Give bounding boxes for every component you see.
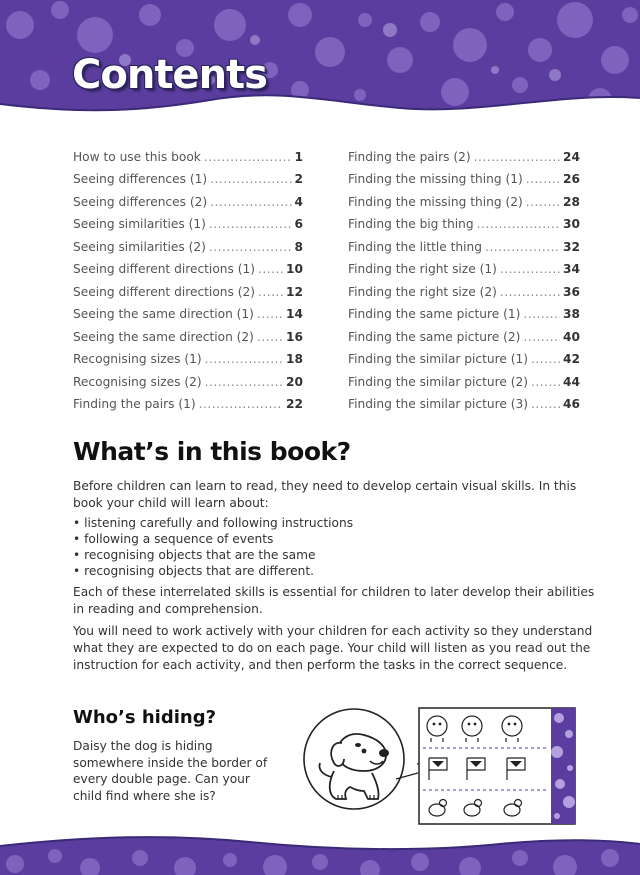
toc-entry-title: Finding the pairs (1)	[73, 397, 196, 411]
list-item: • recognising objects that are the same	[73, 547, 353, 563]
toc-entry-title: Finding the similar picture (2)	[348, 374, 529, 389]
toc-entry-title: Finding the similar picture (3)	[348, 397, 529, 411]
toc-entry	[73, 321, 303, 344]
toc-entry-title: Recognising sizes (2)	[73, 374, 202, 389]
toc-entry-page: 2	[294, 172, 303, 186]
toc-right-column	[348, 141, 580, 411]
toc-entry	[348, 186, 580, 209]
toc-left-column	[73, 141, 303, 411]
toc-entry-title: Seeing differences (2)	[73, 194, 208, 209]
toc-entry-title: Finding the similar picture (1)	[348, 352, 529, 366]
toc-entry	[348, 389, 580, 412]
toc-entry-page: 14	[286, 307, 303, 321]
toc-leader	[209, 217, 292, 231]
sample-page-illustration	[417, 706, 577, 826]
toc-entry-title: Seeing similarities (2)	[73, 239, 206, 254]
toc-entry	[73, 389, 303, 412]
skills-list	[73, 515, 353, 579]
toc-leader	[258, 262, 283, 276]
toc-entry	[348, 231, 580, 254]
toc-leader	[199, 397, 283, 411]
toc-entry-title: Finding the pairs (2)	[348, 149, 471, 164]
toc-entry	[348, 344, 580, 367]
toc-leader	[477, 217, 560, 231]
toc-entry-page: 30	[563, 217, 580, 231]
toc-entry-page: 28	[563, 194, 580, 209]
toc-entry	[348, 254, 580, 277]
toc-entry-page: 38	[563, 307, 580, 321]
toc-entry	[348, 321, 580, 344]
toc-leader	[526, 195, 560, 209]
toc-entry-page: 36	[563, 284, 580, 299]
toc-entry-title: Recognising sizes (1)	[73, 352, 202, 366]
list-item: • following a sequence of events	[73, 531, 353, 547]
toc-entry-title: Seeing the same direction (1)	[73, 307, 254, 321]
footer-banner	[0, 832, 640, 875]
intro-paragraph: Before children can learn to read, they need to develop certain visual skills. In this book your child will learn about:	[73, 479, 577, 510]
header-banner	[0, 0, 640, 135]
whats-in-heading: What’s in this book?	[73, 437, 351, 466]
toc-entry	[73, 186, 303, 209]
toc-entry-page: 12	[286, 284, 303, 299]
toc-leader	[474, 150, 560, 164]
toc-entry-title: Finding the right size (2)	[348, 284, 497, 299]
toc-entry-page: 32	[563, 239, 580, 254]
toc-entry-page: 22	[286, 397, 303, 411]
toc-leader	[204, 150, 292, 164]
toc-leader	[531, 375, 560, 389]
toc-entry-page: 26	[563, 172, 580, 186]
toc-entry	[73, 276, 303, 299]
toc-entry-page: 40	[563, 329, 580, 344]
toc-leader	[258, 285, 283, 299]
toc-entry-title: Finding the little thing	[348, 239, 483, 254]
toc-entry	[73, 299, 303, 322]
toc-leader	[205, 375, 283, 389]
toc-entry-title: Seeing the same direction (2)	[73, 329, 254, 344]
toc-leader	[531, 352, 560, 366]
toc-entry-page: 20	[286, 374, 303, 389]
toc-leader	[257, 330, 283, 344]
toc-entry-title: Finding the same picture (1)	[348, 307, 521, 321]
toc-entry	[73, 366, 303, 389]
toc-entry	[348, 141, 580, 164]
toc-leader	[210, 195, 291, 209]
toc-entry-page: 18	[286, 352, 303, 366]
toc-entry-title: Finding the big thing	[348, 217, 474, 231]
toc-entry	[73, 344, 303, 367]
toc-entry-title: How to use this book	[73, 149, 201, 164]
toc-entry-page: 1	[294, 149, 303, 164]
toc-leader	[500, 285, 560, 299]
toc-entry	[73, 254, 303, 277]
toc-entry	[348, 164, 580, 187]
toc-leader	[209, 240, 292, 254]
footer-background	[0, 832, 640, 875]
toc-entry	[73, 141, 303, 164]
toc-entry-page: 44	[563, 374, 580, 389]
toc-entry-title: Seeing similarities (1)	[73, 217, 206, 231]
list-item: • recognising objects that are different.	[73, 563, 353, 579]
toc-entry-title: Finding the same picture (2)	[348, 329, 521, 344]
toc-leader	[485, 240, 560, 254]
toc-entry-page: 24	[563, 149, 580, 164]
toc-entry-page: 10	[286, 262, 303, 276]
toc-entry-page: 6	[294, 217, 303, 231]
toc-entry	[348, 366, 580, 389]
whos-hiding-text: Daisy the dog is hiding somewhere inside the border of every double page. Can your child find where she is?	[73, 739, 268, 803]
whos-hiding-heading: Who’s hiding?	[73, 707, 217, 728]
toc-entry-title: Seeing different directions (1)	[73, 262, 255, 276]
toc-leader	[257, 307, 283, 321]
toc-entry-page: 8	[294, 239, 303, 254]
toc-entry-page: 46	[563, 397, 580, 411]
toc-entry-page: 42	[563, 352, 580, 366]
list-item: • listening carefully and following instructions	[73, 515, 353, 531]
toc-leader	[210, 172, 291, 186]
toc-entry-page: 16	[286, 329, 303, 344]
toc-entry	[348, 276, 580, 299]
toc-leader	[523, 330, 560, 344]
toc-entry-title: Finding the missing thing (1)	[348, 172, 523, 186]
toc-leader	[523, 307, 560, 321]
activity-paragraph: You will need to work actively with your children for each activity so they understand what they are expected to do on each page. Your child will listen as you read out the instruction for each activity, and then perform the tasks in the correct sequence.	[73, 624, 593, 672]
skills-paragraph: Each of these interrelated skills is essential for children to later develop their abilities in reading and comprehension.	[73, 585, 595, 616]
toc-leader	[526, 172, 560, 186]
toc-entry-title: Seeing differences (1)	[73, 172, 208, 186]
toc-leader	[531, 397, 560, 411]
toc-entry-title: Finding the missing thing (2)	[348, 194, 523, 209]
dog-illustration	[298, 703, 418, 813]
toc-entry-page: 34	[563, 262, 580, 276]
toc-entry-title: Finding the right size (1)	[348, 262, 497, 276]
toc-entry	[73, 209, 303, 232]
toc-leader	[205, 352, 283, 366]
toc-entry	[73, 164, 303, 187]
toc-entry	[348, 299, 580, 322]
toc-entry-page: 4	[294, 194, 303, 209]
toc-entry-title: Seeing different directions (2)	[73, 284, 255, 299]
toc-entry	[73, 231, 303, 254]
toc-entry	[348, 209, 580, 232]
toc-leader	[500, 262, 560, 276]
page-title: Contents	[72, 52, 267, 98]
